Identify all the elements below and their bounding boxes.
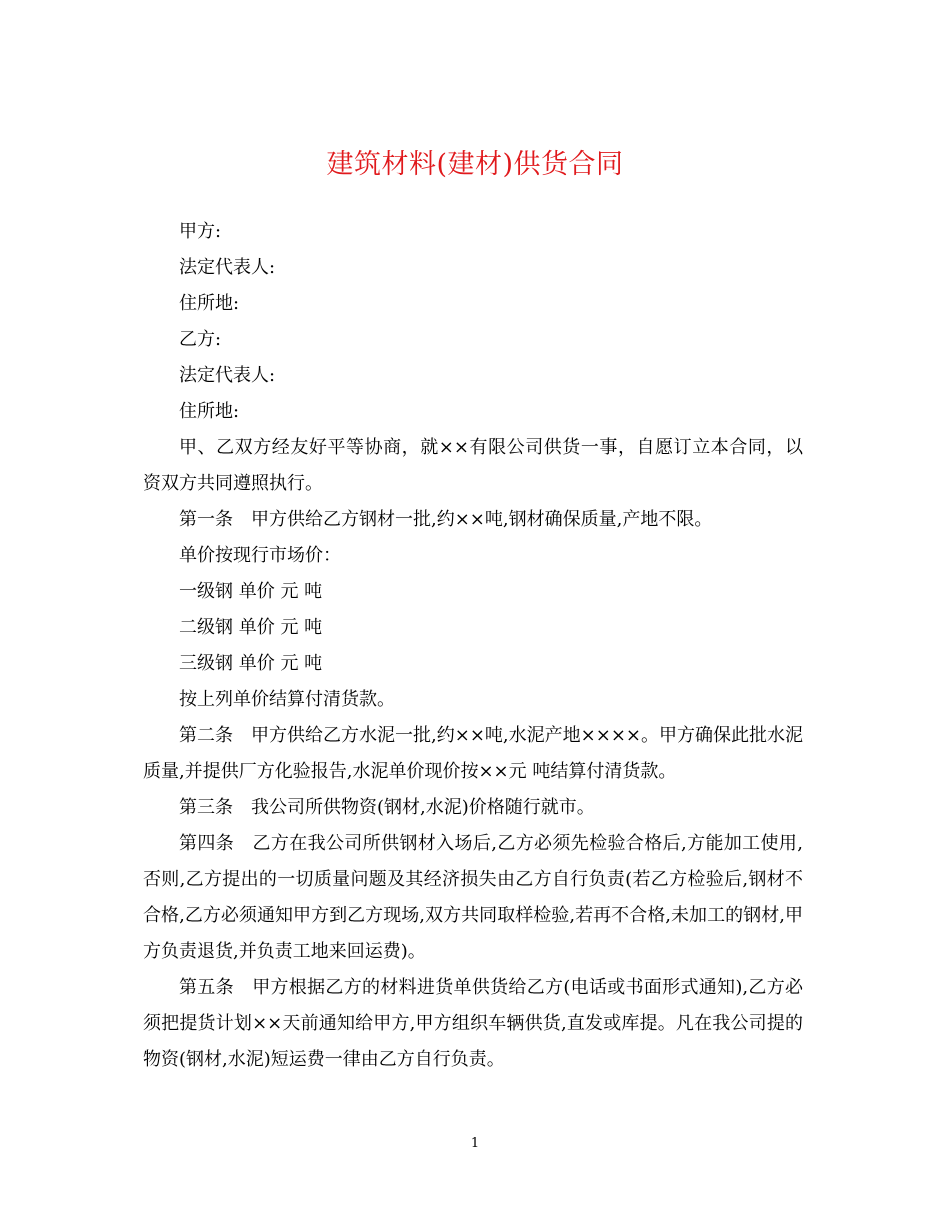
article-3 [143, 790, 803, 826]
price-line-grade-2: 二级钢 单价 元 吨 [179, 617, 323, 638]
price-line-grade-1: 一级钢 单价 元 吨 [179, 581, 323, 602]
party-a-representative: 法定代表人: [179, 257, 276, 278]
article-3-label: 第三条 [179, 797, 233, 818]
party-a-address: 住所地: [179, 293, 240, 314]
article-5 [143, 970, 803, 1078]
article-4 [143, 826, 803, 970]
price-line-grade-3: 三级钢 单价 元 吨 [179, 653, 323, 674]
page-number: 1 [470, 1136, 480, 1151]
party-b-representative: 法定代表人: [179, 365, 276, 386]
price-intro: 单价按现行市场价： [179, 545, 341, 566]
article-4-label: 第四条 [179, 833, 235, 854]
document-body [143, 214, 803, 1078]
article-5-label: 第五条 [179, 977, 234, 998]
party-a-label: 甲方: [179, 221, 222, 242]
article-2-text: 甲方供给乙方水泥一批,约××吨,水泥产地××××。甲方确保此批水泥质量,并提供厂方化验报告,水泥单价现价按××元 吨结算付清货款。 [143, 725, 804, 782]
article-4-text: 乙方在我公司所供钢材入场后,乙方必须先检验合格后,方能加工使用,否则,乙方提出的一切质量问题及其经济损失由乙方自行负责(若乙方检验后,钢材不合格,乙方必须通知甲方到乙方现场,双方共同取样检验,若再不合格,未加工的钢材,甲方负责退货,并负责工地来回运费)。 [143, 833, 803, 962]
article-1-text: 甲方供给乙方钢材一批,约××吨,钢材确保质量,产地不限。 [251, 509, 713, 530]
settlement-line: 按上列单价结算付清货款。 [179, 689, 395, 710]
article-1-label: 第一条 [179, 509, 233, 530]
article-2-label: 第二条 [179, 725, 234, 746]
article-5-text: 甲方根据乙方的材料进货单供货给乙方(电话或书面形式通知),乙方必须把提货计划××天前通知给甲方,甲方组织车辆供货,直发或库提。凡在我公司提的物资(钢材,水泥)短运费一律由乙方自行负责。 [143, 977, 804, 1070]
article-1 [143, 502, 803, 538]
article-2 [143, 718, 803, 790]
article-3-text: 我公司所供物资(钢材,水泥)价格随行就市。 [251, 797, 595, 818]
document-title: 建筑材料(建材)供货合同 [326, 149, 624, 180]
party-b-address: 住所地: [179, 401, 240, 422]
preamble-paragraph: 甲、乙双方经友好平等协商，就××有限公司供货一事，自愿订立本合同，以资双方共同遵照执行。 [143, 437, 803, 494]
party-b-label: 乙方: [179, 329, 222, 350]
